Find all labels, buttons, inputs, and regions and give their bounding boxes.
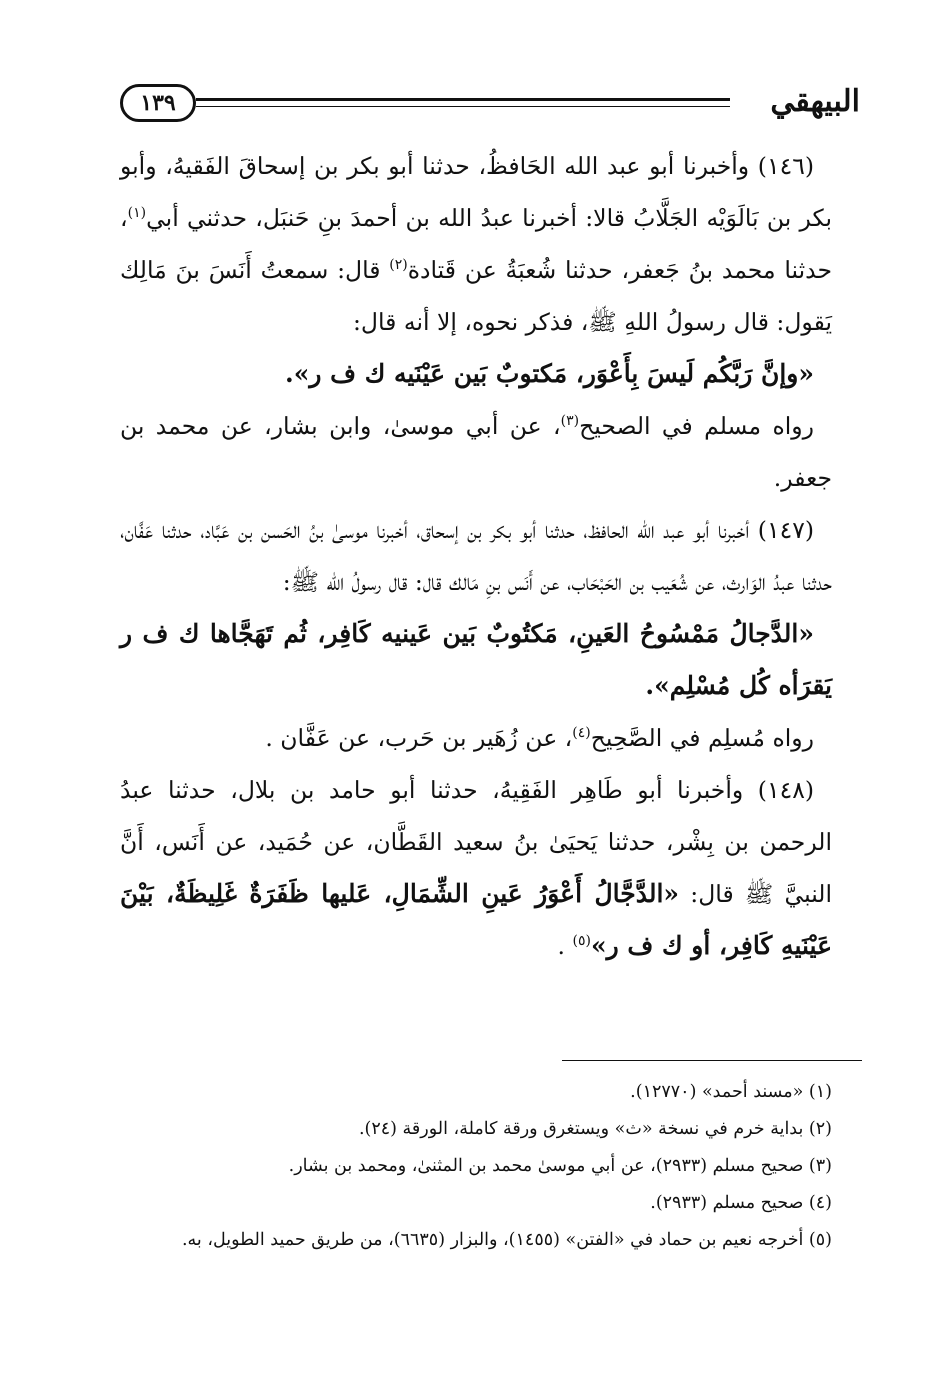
footnote-2: (٢) بداية خرم في نسخة «ث» ويستغرق ورقة كاملة، الورقة (٢٤). — [358, 1119, 832, 1139]
hadith-quote-3: «الدَّجَّالُ أَعْوَرُ عَينِ الشِّمَالِ، عَليها ظَفَرَةٌ غَلِيظَةٌ، بَيْنَ عَيْنَيهِ كَافِر، أو ك ف ر» — [120, 879, 832, 960]
footnote-ref-4[interactable]: (٤) — [572, 725, 591, 742]
footnote-ref-2[interactable]: (٢) — [389, 257, 408, 274]
paragraph-148: (١٤٨) وأخبرنا أبو طَاهِر الفَقِيهُ، حدثنا أبو حامد بن بلال، حدثنا عبدُ الرحمن بن بِشْر، حدثنا يَحيَىٰ بنُ سعيد القَطَّان، عن حُمَيد، عن أَنَس، أَنَّ النبيَّ ﷺ قال: «الدَّجَّالُ أَعْوَرُ عَينِ الشِّمَالِ، عَليها ظَفَرَةٌ غَلِيظَةٌ، بَيْنَ عَيْنَيهِ كَافِر، أو ك ف ر»$^{(٥)}$ . — [120, 776, 832, 960]
footnote-ref-5[interactable]: (٥) — [572, 933, 591, 950]
header-rule — [196, 98, 730, 101]
hadith-quote-2: «الدَّجالُ مَمْسُوحُ العَينِ، مَكتُوبٌ بَين عَينيه كَافِر، ثُم تَهَجَّاها ك ف ر يَقرَأه كُل مُسْلِم». — [120, 619, 832, 700]
footnote-3: (٣) صحيح مسلم (٢٩٣٣)، عن أبي موسىٰ محمد بن المثنىٰ، ومحمد بن بشار. — [288, 1156, 832, 1176]
hadith-quote-1: «وإنَّ رَبَّكُم لَيسَ بِأَعْوَر، مَكتوبٌ بَين عَيْنَيه ك ف ر». — [285, 359, 814, 388]
header-rule-thin — [196, 106, 730, 107]
page-number: ١٣٩ — [120, 84, 196, 122]
paragraph-narration-2: رواه مُسلِم في الصَّحِيح$^{(٤)}$، عن زُهَير بن حَرب، عن عَفَّان . — [265, 724, 814, 752]
paragraph-146: (١٤٦) وأخبرنا أبو عبد الله الحَافظُ، حدثنا أبو بكر بن إسحاقَ الفَقيهُ، وأبو بكر بن بَالَوَيْه الجَلَّابُ قالا: أخبرنا عبدُ الله بن أحمدَ بنِ حَنبَل، حدثني أبي$^{(١)}$، حدثنا محمد بنُ جَعفر، حدثنا شُعبَةُ عن قَتادة$^{(٢)}$ قال: سمعتُ أَنَسَ بنَ مَالِك يَقول: قال رسولُ اللهِ ﷺ، فذكر نحوه، إلا أنه قال: — [120, 152, 832, 336]
footnote-ref-3[interactable]: (٣) — [560, 413, 580, 430]
paragraph-narration-1: رواه مسلم في الصحيح$^{(٣)}$، عن أبي موسىٰ، وابن بشار، عن محمد بن جعفر. — [120, 412, 832, 492]
footnotes — [120, 1074, 832, 1259]
main-text — [120, 140, 832, 972]
running-header — [120, 84, 860, 124]
paragraph-147: (١٤٧) أخبرنا أبو عبد الله الحافظ، حدثنا أبو بكر بن إسحاق، أخبرنا موسىٰ بنُ الحَسن بن عَبَّاد، حدثنا عَفَّان، حدثنا عبدُ الوَارث، عن شُعَيب بن الحَبْحَاب، عن أَنَس بنِ مَالك قال: قال رسولُ الله ﷺ: — [120, 516, 832, 596]
footnote-1: (١) «مسند أحمد» (١٢٧٧٠). — [630, 1082, 832, 1102]
footnote-5: (٥) أخرجه نعيم بن حماد في «الفتن» (١٤٥٥)، والبزار (٦٦٣٥)، من طريق حميد الطويل، به. — [181, 1230, 832, 1250]
header-title: البيهقي — [770, 84, 860, 119]
footnote-separator — [562, 1060, 862, 1061]
footnote-4: (٤) صحيح مسلم (٢٩٣٣). — [650, 1193, 832, 1213]
footnote-ref-1[interactable]: (١) — [127, 205, 147, 222]
